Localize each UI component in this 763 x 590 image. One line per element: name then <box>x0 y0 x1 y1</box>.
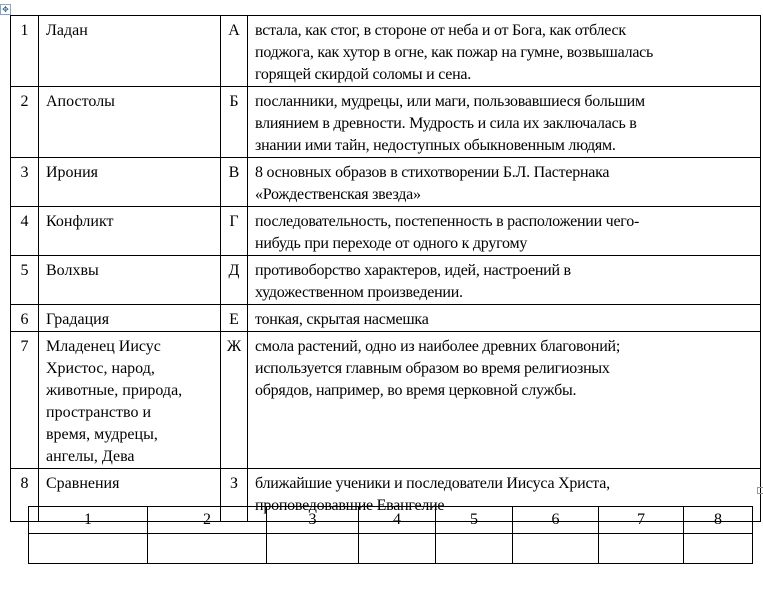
definition-cell: встала, как стог, в стороне от неба и от Бога, как отблеск поджога, как хутор в огне, как пожар на гумне, возвышалась горящей скирдой соломы и сена. <box>248 16 761 87</box>
answer-input-cell[interactable] <box>29 534 148 564</box>
definition-cell: смола растений, одно из наиболее древних благовоний; используется главным образом во время религиозных обрядов, например, во время церковной службы. <box>248 332 761 469</box>
term-cell: Конфликт <box>39 207 221 256</box>
row-number: 5 <box>11 256 39 305</box>
answer-input-cell[interactable] <box>684 534 753 564</box>
term-cell: Ирония <box>39 158 221 207</box>
letter-cell: З <box>221 469 248 522</box>
table-row <box>11 158 761 207</box>
term-cell: Сравнения <box>39 469 221 522</box>
letter-cell: Ж <box>221 332 248 469</box>
definition-cell: последовательность, постепенность в расположении чего- нибудь при переходе от одного к другому <box>248 207 761 256</box>
table-row <box>11 16 761 87</box>
answer-input-row <box>29 534 753 564</box>
answer-header-cell: 8 <box>684 507 753 534</box>
table-row <box>11 207 761 256</box>
letter-cell: А <box>221 16 248 87</box>
letter-cell: Б <box>221 87 248 158</box>
letter-cell: Д <box>221 256 248 305</box>
table-resize-handle[interactable] <box>757 487 763 494</box>
letter-cell: Г <box>221 207 248 256</box>
term-cell: Градация <box>39 305 221 332</box>
answer-header-cell: 1 <box>29 507 148 534</box>
definition-cell: противоборство характеров, идей, настроений в художественном произведении. <box>248 256 761 305</box>
answer-input-cell[interactable] <box>513 534 599 564</box>
row-number: 1 <box>11 16 39 87</box>
answer-input-cell[interactable] <box>267 534 359 564</box>
definition-cell: тонкая, скрытая насмешка <box>248 305 761 332</box>
term-cell: Апостолы <box>39 87 221 158</box>
term-cell: Младенец Иисус Христос, народ, животные, природа, пространство и время, мудрецы, ангелы, Дева <box>39 332 221 469</box>
definition-cell: ближайшие ученики и последователи Иисуса Христа, проповедовавшие Евангелие <box>248 469 761 522</box>
row-number: 8 <box>11 469 39 522</box>
table-row <box>11 256 761 305</box>
answer-input-cell[interactable] <box>599 534 684 564</box>
table-row <box>11 87 761 158</box>
definition-cell: 8 основных образов в стихотворении Б.Л. Пастернака «Рождественская звезда» <box>248 158 761 207</box>
answer-input-cell[interactable] <box>148 534 267 564</box>
table-row <box>11 305 761 332</box>
row-number: 4 <box>11 207 39 256</box>
answer-input-cell[interactable] <box>359 534 436 564</box>
term-cell: Волхвы <box>39 256 221 305</box>
row-number: 7 <box>11 332 39 469</box>
answer-header-cell: 6 <box>513 507 599 534</box>
answer-header-row <box>29 507 753 534</box>
answer-table <box>28 506 753 564</box>
row-number: 2 <box>11 87 39 158</box>
answer-header-cell: 7 <box>599 507 684 534</box>
row-number: 3 <box>11 158 39 207</box>
term-cell: Ладан <box>39 16 221 87</box>
answer-header-cell: 4 <box>359 507 436 534</box>
answer-header-cell: 2 <box>148 507 267 534</box>
letter-cell: В <box>221 158 248 207</box>
row-number: 6 <box>11 305 39 332</box>
table-move-handle-icon[interactable]: ✥ <box>0 4 11 15</box>
answer-header-cell: 5 <box>436 507 513 534</box>
answer-header-cell: 3 <box>267 507 359 534</box>
letter-cell: Е <box>221 305 248 332</box>
answer-input-cell[interactable] <box>436 534 513 564</box>
matching-table <box>10 15 761 522</box>
definition-cell: посланники, мудрецы, или маги, пользовавшиеся большим влиянием в древности. Мудрость и сила их заключалась в знании ими тайн, недоступных обыкновенным людям. <box>248 87 761 158</box>
table-row <box>11 332 761 469</box>
